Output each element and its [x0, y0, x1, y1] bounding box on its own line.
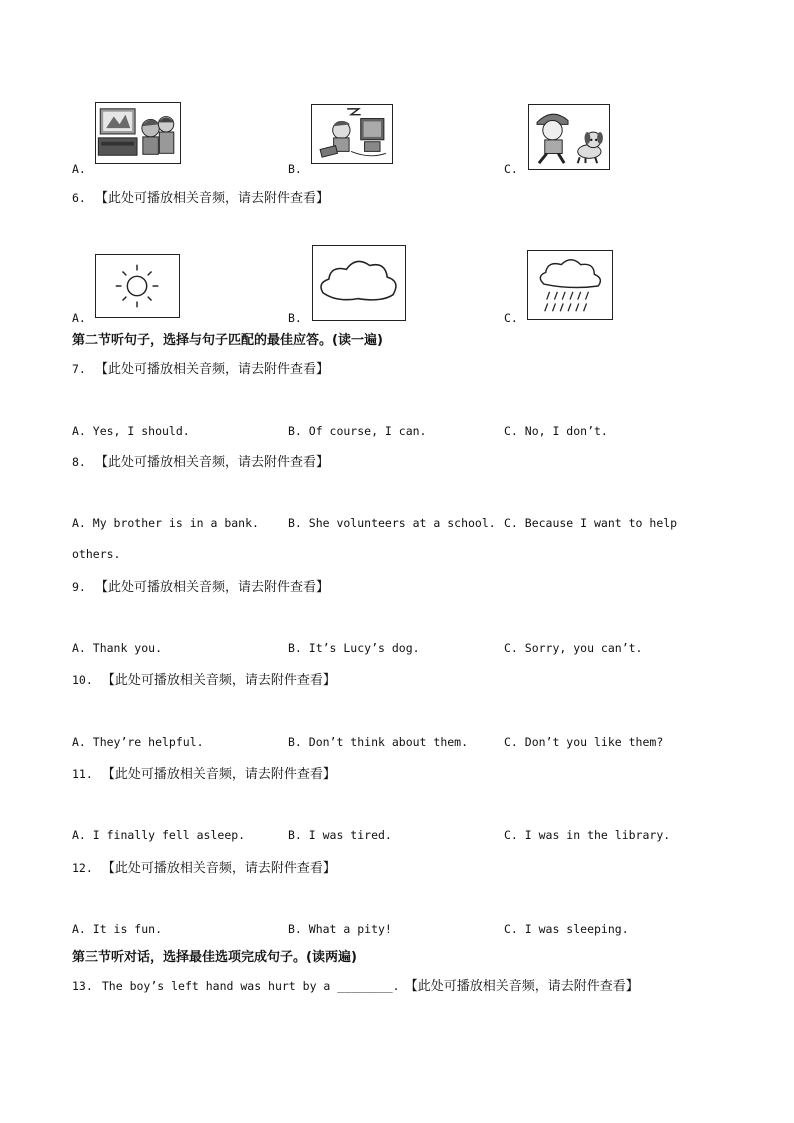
question-6: [72, 187, 329, 206]
option-c-picture-dog: [528, 104, 610, 170]
option-c-picture-rain: [527, 250, 613, 320]
boy-running-with-dog-icon: [529, 105, 609, 169]
q6-option-a-label[interactable]: A.: [72, 311, 86, 325]
audio-placeholder[interactable]: 【此处可播放相关音频，请去附件查看】: [94, 191, 329, 206]
question-13: [72, 975, 639, 994]
q11-option-b[interactable]: B. I was tired.: [288, 828, 392, 842]
question-7: [72, 358, 329, 377]
option-a-picture-tv: [95, 102, 181, 164]
question-number: 13.: [72, 979, 93, 993]
question-number: 7.: [72, 362, 86, 376]
question-number: 10.: [72, 673, 93, 687]
q12-option-b[interactable]: B. What a pity!: [288, 922, 392, 936]
question-11: [72, 763, 336, 782]
q7-option-a[interactable]: A. Yes, I should.: [72, 424, 190, 438]
audio-placeholder[interactable]: 【此处可播放相关音频，请去附件查看】: [94, 362, 329, 377]
q6-option-b-label[interactable]: B.: [288, 311, 302, 325]
q11-option-c[interactable]: C. I was in the library.: [504, 828, 671, 842]
audio-placeholder[interactable]: 【此处可播放相关音频，请去附件查看】: [94, 580, 329, 595]
q6-option-c-label[interactable]: C.: [504, 311, 518, 325]
q10-option-b[interactable]: B. Don’t think about them.: [288, 735, 469, 749]
q11-option-a[interactable]: A. I finally fell asleep.: [72, 828, 246, 842]
q10-option-c[interactable]: C. Don’t you like them?: [504, 735, 664, 749]
question-number: 8.: [72, 455, 86, 469]
q8-option-c[interactable]: C. Because I want to help: [504, 516, 678, 530]
question-10: [72, 669, 336, 688]
option-b-picture-cloud: [312, 245, 406, 321]
q8-option-a[interactable]: A. My brother is in a bank.: [72, 516, 259, 530]
cloud-icon: [313, 246, 405, 320]
audio-placeholder[interactable]: 【此处可播放相关音频，请去附件查看】: [101, 673, 336, 688]
question-number: 11.: [72, 767, 93, 781]
q12-option-c[interactable]: C. I was sleeping.: [504, 922, 629, 936]
question-number: 6.: [72, 191, 86, 205]
q7-option-b[interactable]: B. Of course, I can.: [288, 424, 427, 438]
question-9: [72, 576, 329, 595]
section-3-heading: 第三节听对话，选择最佳选项完成句子。(读两遍): [72, 950, 357, 965]
q7-option-c[interactable]: C. No, I don’t.: [504, 424, 608, 438]
q8-option-c-continued[interactable]: others.: [72, 547, 121, 561]
question-8: [72, 451, 329, 470]
q9-option-b[interactable]: B. It’s Lucy’s dog.: [288, 641, 420, 655]
question-number: 12.: [72, 861, 93, 875]
audio-placeholder[interactable]: 【此处可播放相关音频，请去附件查看】: [404, 979, 639, 994]
q8-option-b[interactable]: B. She volunteers at a school.: [288, 516, 496, 530]
q9-option-c[interactable]: C. Sorry, you can’t.: [504, 641, 643, 655]
question-text: The boy’s left hand was hurt by a ________.: [101, 979, 400, 993]
rain-cloud-icon: [528, 251, 612, 319]
q9-option-a[interactable]: A. Thank you.: [72, 641, 163, 655]
sun-icon: [96, 255, 179, 317]
q12-option-a[interactable]: A. It is fun.: [72, 922, 163, 936]
q10-option-a[interactable]: A. They’re helpful.: [72, 735, 204, 749]
option-a-picture-sun: [95, 254, 180, 318]
children-watching-tv-icon: [96, 103, 180, 163]
question-number: 9.: [72, 580, 86, 594]
question-12: [72, 857, 336, 876]
option-b-picture-computer: [311, 104, 393, 164]
audio-placeholder[interactable]: 【此处可播放相关音频，请去附件查看】: [101, 767, 336, 782]
q5-option-a-label[interactable]: A.: [72, 162, 86, 176]
audio-placeholder[interactable]: 【此处可播放相关音频，请去附件查看】: [101, 861, 336, 876]
boy-using-computer-icon: [312, 105, 392, 163]
q5-option-c-label[interactable]: C.: [504, 162, 518, 176]
audio-placeholder[interactable]: 【此处可播放相关音频，请去附件查看】: [94, 455, 329, 470]
section-2-heading: 第二节听句子，选择与句子匹配的最佳应答。(读一遍): [72, 333, 383, 348]
q5-option-b-label[interactable]: B.: [288, 162, 302, 176]
